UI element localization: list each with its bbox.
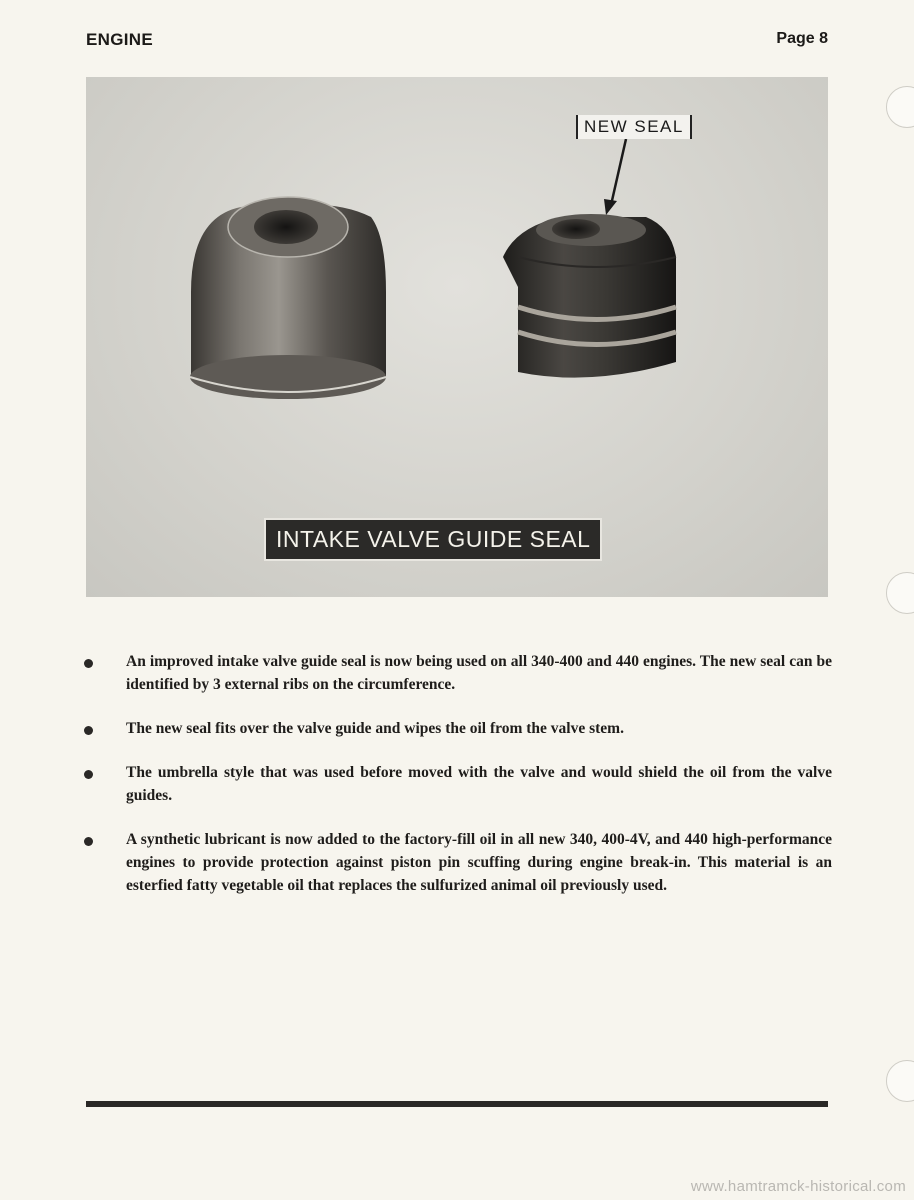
page-number: Page 8 (776, 30, 828, 47)
section-title: ENGINE (86, 30, 153, 49)
bullet-text: A synthetic lubricant is now added to the factory-fill oil in all new 340, 400-4V, and 440 high-performance engines to provide protection against piston pin scuffing during engine break-in. This material is an esterfied fatty vegetable oil that replaces the sulfurized animal oil previously used. (126, 831, 832, 894)
binder-hole (886, 86, 914, 128)
new-ribbed-seal (503, 214, 676, 378)
list-item (80, 717, 832, 740)
bullet-text: The new seal fits over the valve guide and wipes the oil from the valve stem. (126, 720, 624, 737)
callout-arrow (611, 139, 626, 205)
bullet-dot-icon (84, 726, 93, 735)
list-item (80, 761, 832, 807)
new-seal-callout: NEW SEAL (576, 115, 692, 139)
bullet-dot-icon (84, 837, 93, 846)
figure-caption: INTAKE VALVE GUIDE SEAL (264, 518, 602, 561)
binder-hole (886, 1060, 914, 1102)
bullet-text: The umbrella style that was used before moved with the valve and would shield the oil from the valve guides. (126, 764, 832, 804)
bullet-text: An improved intake valve guide seal is now being used on all 340-400 and 440 engines. The new seal can be identified by 3 external ribs on the circumference. (126, 653, 832, 693)
bullet-dot-icon (84, 659, 93, 668)
seal-photo (86, 77, 828, 597)
bullet-list (80, 650, 832, 918)
bullet-dot-icon (84, 770, 93, 779)
list-item (80, 650, 832, 696)
old-umbrella-seal (190, 197, 386, 399)
binder-hole (886, 572, 914, 614)
list-item (80, 828, 832, 897)
watermark: www.hamtramck-historical.com (690, 1178, 906, 1195)
footer-rule (86, 1101, 828, 1107)
